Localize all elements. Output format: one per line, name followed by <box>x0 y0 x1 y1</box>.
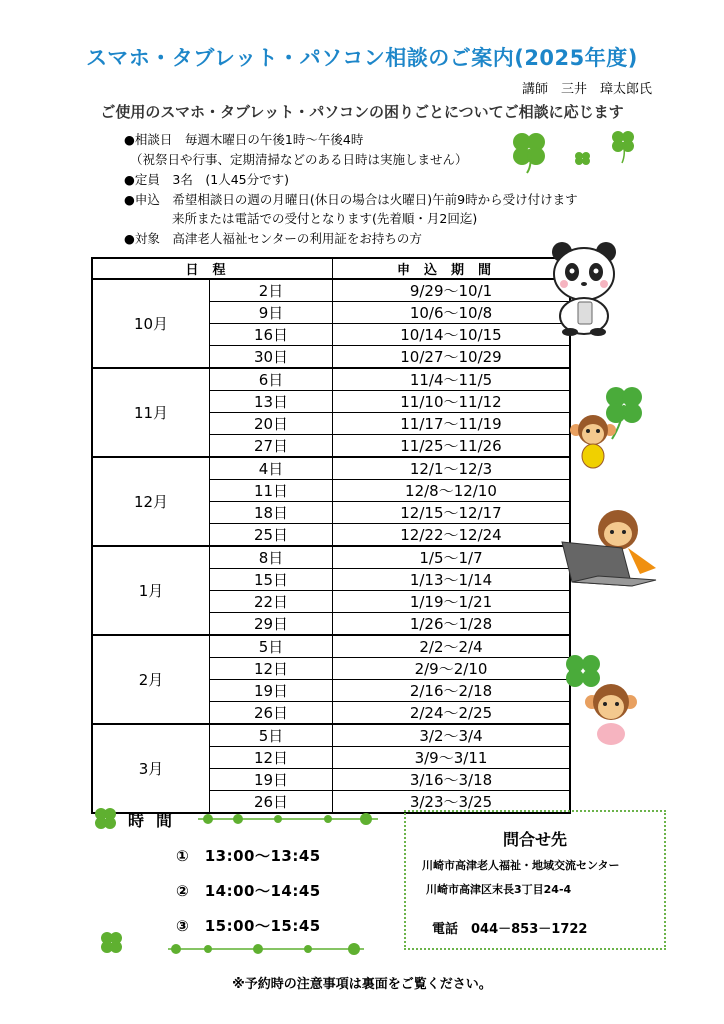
date-cell: 16日 <box>210 324 333 346</box>
schedule-table <box>91 257 571 814</box>
table-row <box>92 635 570 658</box>
monkey-with-laptop-icon <box>558 508 658 594</box>
date-cell: 19日 <box>210 680 333 702</box>
info-consult-day: ●相談日 毎週木曜日の午後1時～午後4時 <box>124 132 364 147</box>
time-slot-2: ② 14:00～14:45 <box>176 882 321 900</box>
period-cell: 1/13～1/14 <box>333 569 571 591</box>
monkey-icon <box>580 680 642 746</box>
notice: ※予約時の注意事項は裏面をご覧ください。 <box>232 977 492 992</box>
month-cell: 10月 <box>92 279 210 368</box>
subtitle: ご使用のスマホ・タブレット・パソコンの困りごとについてご相談に応じます <box>100 103 624 121</box>
date-cell: 5日 <box>210 635 333 658</box>
date-cell: 20日 <box>210 413 333 435</box>
info-application: ●申込 希望相談日の週の月曜日(休日の場合は火曜日)午前9時から受け付けます <box>124 192 578 207</box>
date-cell: 15日 <box>210 569 333 591</box>
date-cell: 8日 <box>210 546 333 569</box>
panda-with-phone-icon <box>548 240 620 336</box>
period-cell: 11/4～11/5 <box>333 368 571 391</box>
period-cell: 11/17～11/19 <box>333 413 571 435</box>
clover-garland-icon <box>168 940 364 958</box>
month-cell: 11月 <box>92 368 210 457</box>
schedule-body <box>92 279 570 813</box>
date-cell: 22日 <box>210 591 333 613</box>
clover-garland-icon <box>198 810 378 828</box>
date-cell: 12日 <box>210 747 333 769</box>
date-cell: 9日 <box>210 302 333 324</box>
period-cell: 11/10～11/12 <box>333 391 571 413</box>
clover-icon <box>608 128 638 164</box>
date-cell: 2日 <box>210 279 333 302</box>
month-cell: 1月 <box>92 546 210 635</box>
period-cell: 2/2～2/4 <box>333 635 571 658</box>
date-cell: 27日 <box>210 435 333 458</box>
date-cell: 11日 <box>210 480 333 502</box>
date-cell: 6日 <box>210 368 333 391</box>
period-cell: 12/22～12/24 <box>333 524 571 547</box>
date-cell: 29日 <box>210 613 333 636</box>
period-cell: 11/25～11/26 <box>333 435 571 458</box>
contact-phone: 電話 044－853－1722 <box>432 922 588 937</box>
info-reception: 来所または電話での受付となります(先着順・月2回迄) <box>172 211 478 226</box>
contact-address: 川崎市高津区末長3丁目24-4 <box>426 883 572 896</box>
month-cell: 2月 <box>92 635 210 724</box>
time-slot-1: ① 13:00～13:45 <box>176 847 321 865</box>
period-cell: 1/26～1/28 <box>333 613 571 636</box>
period-cell: 12/8～12/10 <box>333 480 571 502</box>
period-cell: 2/9～2/10 <box>333 658 571 680</box>
date-cell: 30日 <box>210 346 333 369</box>
period-cell: 12/1～12/3 <box>333 457 571 480</box>
period-cell: 10/6～10/8 <box>333 302 571 324</box>
info-exceptions: （祝祭日や行事、定期清掃などのある日時は実施しません） <box>130 152 468 167</box>
period-cell: 1/19～1/21 <box>333 591 571 613</box>
date-cell: 4日 <box>210 457 333 480</box>
date-cell: 5日 <box>210 724 333 747</box>
info-eligibility: ●対象 高津老人福祉センターの利用証をお持ちの方 <box>124 231 422 246</box>
contact-title: 問合せ先 <box>502 830 567 849</box>
month-cell: 3月 <box>92 724 210 813</box>
period-cell: 2/24～2/25 <box>333 702 571 725</box>
header-period: 申込期間 <box>333 258 571 279</box>
date-cell: 13日 <box>210 391 333 413</box>
table-row <box>92 546 570 569</box>
info-capacity: ●定員 3名 (1人45分です) <box>124 172 289 187</box>
period-cell: 1/5～1/7 <box>333 546 571 569</box>
period-cell: 12/15～12/17 <box>333 502 571 524</box>
clover-icon <box>505 128 553 174</box>
period-cell: 10/27～10/29 <box>333 346 571 369</box>
date-cell: 12日 <box>210 658 333 680</box>
date-cell: 19日 <box>210 769 333 791</box>
clover-icon <box>92 806 118 832</box>
period-cell: 3/2～3/4 <box>333 724 571 747</box>
period-cell: 3/16～3/18 <box>333 769 571 791</box>
clover-icon <box>98 930 124 956</box>
month-cell: 12月 <box>92 457 210 546</box>
period-cell: 10/14～10/15 <box>333 324 571 346</box>
time-title: 時間 <box>128 811 185 830</box>
date-cell: 25日 <box>210 524 333 547</box>
period-cell: 3/23～3/25 <box>333 791 571 814</box>
period-cell: 3/9～3/11 <box>333 747 571 769</box>
table-row <box>92 279 570 302</box>
table-row <box>92 368 570 391</box>
table-row <box>92 724 570 747</box>
contact-name: 川崎市高津老人福祉・地域交流センター <box>422 859 620 872</box>
date-cell: 26日 <box>210 791 333 814</box>
time-slot-3: ③ 15:00～15:45 <box>176 917 321 935</box>
instructor: 講師 三井 璋太郎氏 <box>521 82 652 97</box>
monkey-icon <box>570 412 616 470</box>
period-cell: 2/16～2/18 <box>333 680 571 702</box>
header-date: 日程 <box>92 258 333 279</box>
clover-icon <box>572 150 594 166</box>
table-row <box>92 457 570 480</box>
period-cell: 9/29～10/1 <box>333 279 571 302</box>
page-title: スマホ・タブレット・パソコン相談のご案内(2025年度) <box>86 46 638 70</box>
date-cell: 26日 <box>210 702 333 725</box>
date-cell: 18日 <box>210 502 333 524</box>
